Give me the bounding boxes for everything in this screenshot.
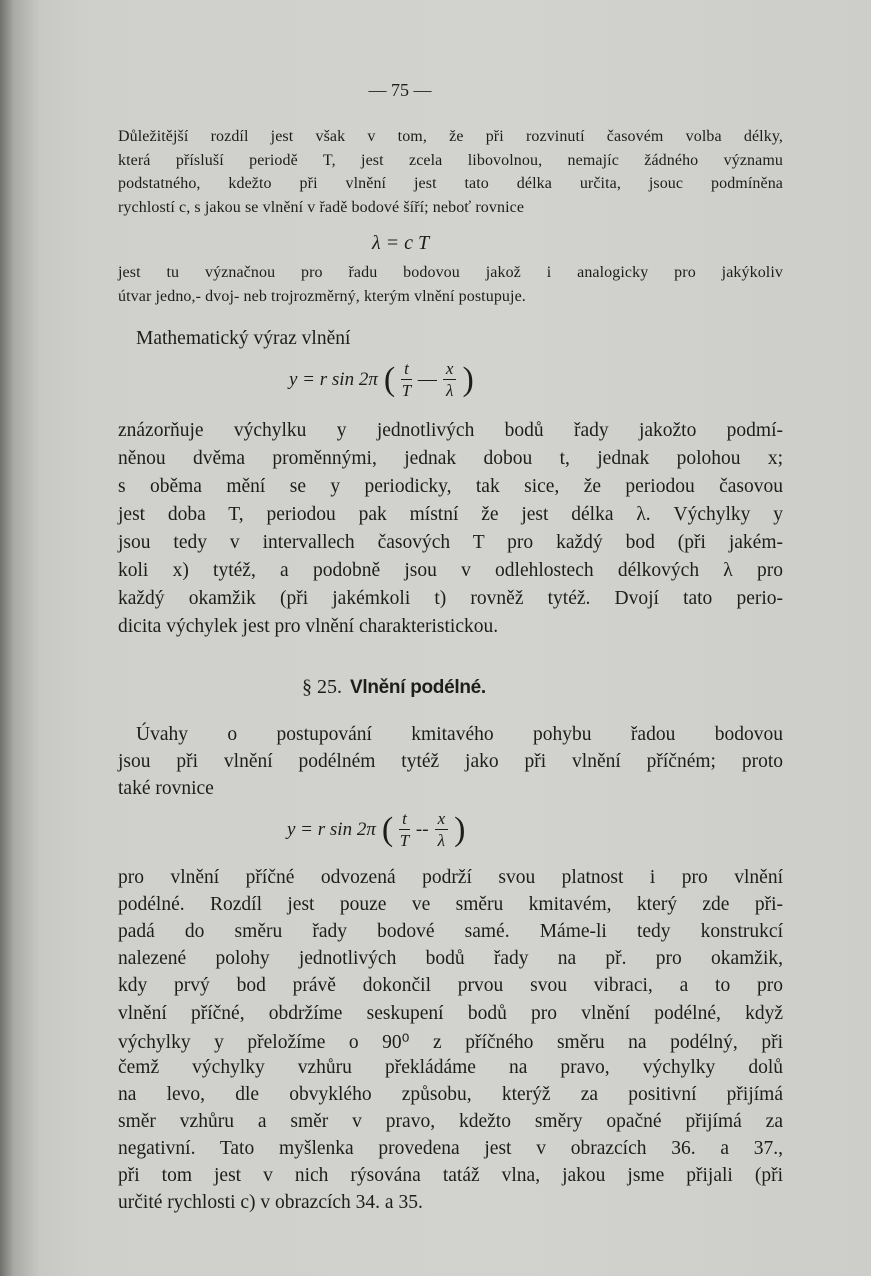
text-line: směr vzhůru a směr v pravo, kdežto směry opačné přijímá za xyxy=(118,1110,783,1132)
intro-line: Mathematický výraz vlnění xyxy=(136,328,351,349)
equation-minus: — xyxy=(417,368,437,390)
page-number: — 75 — xyxy=(368,80,432,100)
text-line: vlnění příčné, obdržíme seskupení bodů pro vlnění podélné, když xyxy=(118,1002,783,1024)
equation-close-paren: ) xyxy=(462,360,474,398)
numerator: x xyxy=(435,810,449,830)
denominator: λ xyxy=(437,831,446,850)
wave-equation-1 xyxy=(289,360,474,399)
text-line: Úvahy o postupování kmitavého pohybu řadou bodovou xyxy=(136,724,783,745)
equation-open-paren: ( xyxy=(383,360,396,398)
text-line: také rovnice xyxy=(118,778,214,799)
text-line: jsou tedy v intervallech časových T pro každý bod (při jakém- xyxy=(118,532,783,553)
text-line: rychlostí c, s jakou se vlnění v řadě bodové šíří; neboť rovnice xyxy=(118,198,525,216)
text-line: každý okamžik (při jakémkoli t) rovněž tytéž. Dvojí tato perio- xyxy=(118,588,783,609)
equation-lambda: λ = c T xyxy=(372,232,430,254)
text-line: s oběma mění se y periodicky, tak sice, že periodou časovou xyxy=(118,476,783,497)
equation-lhs: y = r sin 2π xyxy=(287,818,376,840)
text-line: nalezené polohy jednotlivých bodů řady na př. pro okamžik, xyxy=(118,948,783,970)
text-line: určité rychlosti c) v obrazcích 34. a 35. xyxy=(118,1192,423,1214)
section-title: Vlnění podélné. xyxy=(350,677,486,698)
text-line: dicita výchylek jest pro vlnění charakteristickou. xyxy=(118,616,499,637)
equation-lhs: y = r sin 2π xyxy=(289,368,378,390)
wave-equation-2 xyxy=(287,810,465,849)
text-line: jest doba T, periodou pak místní že jest délka λ. Výchylky y xyxy=(118,504,783,525)
fraction-t-over-T xyxy=(401,360,412,399)
denominator: T xyxy=(401,381,412,400)
text-line: podélné. Rozdíl jest pouze ve směru kmitavém, který zde při- xyxy=(118,894,783,916)
numerator: x xyxy=(443,360,457,380)
text-line: výchylky y přeložíme o 90⁰ z příčného směru na podélný, při xyxy=(118,1031,783,1053)
numerator: t xyxy=(401,360,412,380)
text-line: čemž výchylky vzhůru překládáme na pravo, výchylky dolů xyxy=(118,1056,783,1078)
equation-close-paren: ) xyxy=(454,810,466,848)
equation-minus: -- xyxy=(415,818,429,840)
text-line: něnou dvěma proměnnými, jednak dobou t, jednak polohou x; xyxy=(118,448,783,469)
text-line: pro vlnění příčné odvozená podrží svou platnost i pro vlnění xyxy=(118,867,783,888)
denominator: λ xyxy=(445,381,454,400)
text-line: která přísluší periodě T, jest zcela libovolnou, nemajíc žádného významu xyxy=(118,151,783,169)
text-line: jsou při vlnění podélném tytéž jako při vlnění příčném; proto xyxy=(118,751,783,772)
text-line: negativní. Tato myšlenka provedena jest v obrazcích 36. a 37., xyxy=(118,1138,783,1159)
text-line: útvar jedno,- dvoj- neb trojrozměrný, kterým vlnění postupuje. xyxy=(118,288,526,305)
fraction-x-over-lambda xyxy=(443,360,457,399)
text-line: kdy prvý bod právě dokončil prvou svou vibraci, a to pro xyxy=(118,975,783,997)
text-line: podstatného, kdežto při vlnění jest tato délka určita, jsouc podmíněna xyxy=(118,175,783,192)
text-line: na levo, dle obvyklého způsobu, kterýž za positivní přijímá xyxy=(118,1083,783,1105)
fraction-t-over-T xyxy=(399,810,410,849)
text-line: jest tu význačnou pro řadu bodovou jakož i analogicky pro jakýkoliv xyxy=(118,264,783,281)
text-line: znázorňuje výchylku y jednotlivých bodů řady jakožto podmí- xyxy=(118,420,783,441)
section-heading xyxy=(302,676,486,699)
text-line: Důležitější rozdíl jest však v tom, že při rozvinutí časovém volba délky, xyxy=(118,128,783,145)
equation-open-paren: ( xyxy=(381,810,394,848)
fraction-x-over-lambda xyxy=(435,810,449,849)
text-line: při tom jest v nich rýsována tatáž vlna, jakou jsme přijali (při xyxy=(118,1165,783,1187)
text-line: padá do směru řady bodové samé. Máme-li tedy konstrukcí xyxy=(118,921,783,943)
text-line: koli x) tytéž, a podobně jsou v odlehlostech délkových λ pro xyxy=(118,560,783,581)
numerator: t xyxy=(399,810,410,830)
denominator: T xyxy=(399,831,410,850)
section-number: § 25. xyxy=(302,676,342,698)
